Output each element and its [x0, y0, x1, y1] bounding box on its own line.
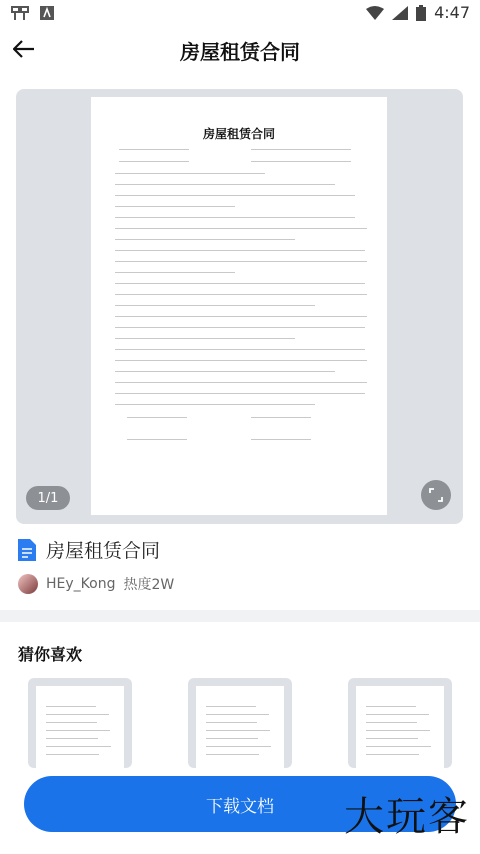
- status-left: [10, 4, 54, 22]
- thumbnail-text-line: [366, 746, 431, 747]
- document-text-line: [251, 161, 351, 162]
- document-text-line: [115, 272, 235, 273]
- recommend-thumbnail: [36, 686, 124, 768]
- popularity: 热度2W: [123, 577, 175, 593]
- status-right: [366, 3, 470, 22]
- document-text-line: [115, 327, 365, 328]
- thumbnail-text-line: [46, 738, 98, 739]
- document-preview[interactable]: [16, 89, 463, 524]
- document-text-line: [115, 349, 365, 350]
- thumbnail-text-line: [46, 714, 109, 715]
- document-text-line: [115, 217, 355, 218]
- document-text-line: [115, 305, 315, 306]
- author-row: [18, 574, 174, 594]
- thumbnail-text-line: [206, 746, 271, 747]
- thumbnail-text-line: [366, 722, 417, 723]
- document-text-line: [115, 195, 355, 196]
- app-logo-icon: [10, 4, 30, 22]
- download-button[interactable]: 下载文档: [24, 776, 456, 832]
- thumbnail-text-line: [366, 714, 429, 715]
- wifi-icon: [366, 6, 384, 20]
- thumbnail-text-line: [46, 722, 97, 723]
- thumbnail-text-line: [206, 738, 258, 739]
- recommend-title: 猜你喜欢: [18, 645, 83, 664]
- thumbnail-text-line: [46, 754, 99, 755]
- document-text-line: [115, 404, 315, 405]
- thumbnail-text-line: [206, 706, 256, 707]
- recommend-item[interactable]: [28, 678, 132, 768]
- fullscreen-button[interactable]: [421, 480, 451, 510]
- document-text-line: [115, 371, 335, 372]
- recommend-item[interactable]: [188, 678, 292, 768]
- signature-line: [251, 439, 311, 440]
- document-text-line: [115, 283, 365, 284]
- thumbnail-text-line: [206, 722, 257, 723]
- clock: 4:47: [434, 3, 470, 22]
- recommend-item[interactable]: [348, 678, 452, 768]
- thumbnail-text-line: [46, 746, 111, 747]
- thumbnail-text-line: [206, 714, 269, 715]
- page-indicator: 1/1: [26, 486, 70, 510]
- document-title: 房屋租赁合同: [46, 540, 161, 562]
- document-text-line: [115, 250, 365, 251]
- document-text-line: [115, 316, 367, 317]
- document-text-line: [115, 184, 335, 185]
- document-info: [18, 536, 160, 563]
- thumbnail-text-line: [366, 730, 430, 731]
- thumbnail-text-line: [206, 730, 270, 731]
- thumbnail-text-line: [366, 754, 419, 755]
- thumbnail-text-line: [206, 754, 259, 755]
- document-text-line: [115, 294, 367, 295]
- thumbnail-text-line: [46, 730, 110, 731]
- doc-file-icon: [18, 539, 36, 561]
- avatar[interactable]: [18, 574, 38, 594]
- document-page: [91, 97, 387, 515]
- app-bar: [0, 26, 480, 72]
- signal-icon: [392, 6, 408, 20]
- document-text-line: [115, 382, 367, 383]
- signature-line: [127, 417, 187, 418]
- status-bar: [0, 0, 480, 26]
- document-text-line: [251, 149, 351, 150]
- document-text-line: [119, 161, 189, 162]
- document-text-line: [115, 206, 235, 207]
- recommend-thumbnail: [356, 686, 444, 768]
- document-text-line: [115, 228, 367, 229]
- section-divider: [0, 610, 480, 622]
- notification-icon: [40, 6, 54, 20]
- document-heading: 房屋租赁合同: [202, 127, 275, 141]
- document-text-line: [115, 393, 365, 394]
- watermark-logo: 大玩客: [344, 794, 470, 840]
- document-text-line: [115, 338, 295, 339]
- document-text-line: [119, 149, 189, 150]
- document-text-line: [115, 360, 367, 361]
- expand-icon: [429, 488, 443, 502]
- document-text-line: [115, 239, 295, 240]
- signature-line: [127, 439, 187, 440]
- thumbnail-text-line: [366, 738, 418, 739]
- thumbnail-text-line: [366, 706, 416, 707]
- signature-line: [251, 417, 311, 418]
- document-text-line: [115, 261, 367, 262]
- document-text-line: [115, 173, 265, 174]
- recommend-thumbnail: [196, 686, 284, 768]
- author-name[interactable]: HEy_Kong: [46, 576, 116, 592]
- battery-icon: [416, 5, 426, 21]
- thumbnail-text-line: [46, 706, 96, 707]
- page-title: 房屋租赁合同: [180, 40, 300, 64]
